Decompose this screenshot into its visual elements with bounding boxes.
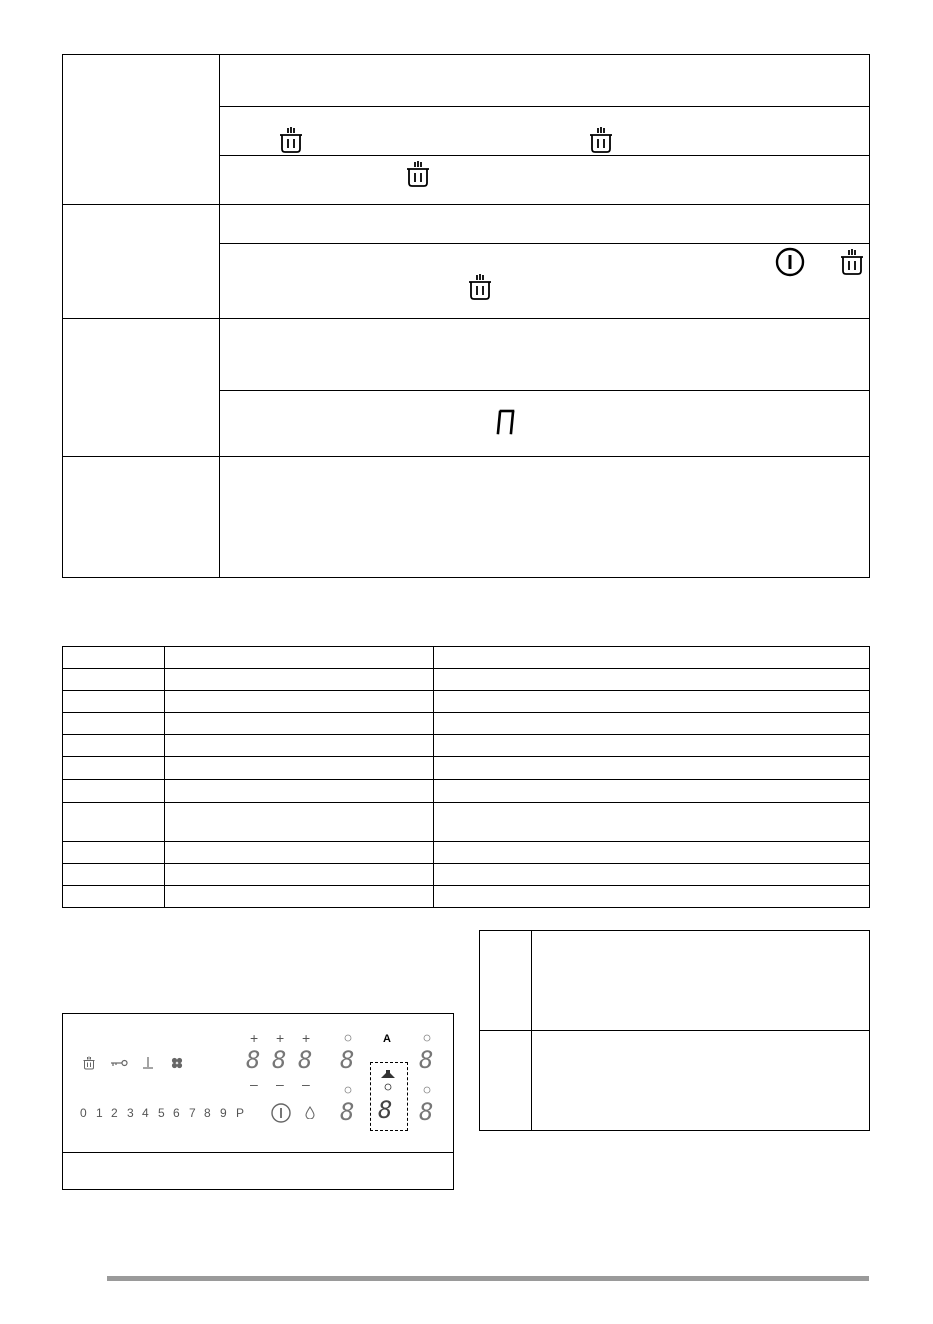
level-5: 5 [158, 1106, 165, 1120]
zone-display-3: 8 [298, 1046, 313, 1074]
hob2hood-display: 8 [378, 1096, 393, 1124]
middle-table-row-separator [62, 712, 870, 713]
power-icon [774, 246, 806, 278]
level-3: 3 [127, 1106, 134, 1120]
middle-table-row-separator [62, 734, 870, 735]
middle-table-row-separator [62, 668, 870, 669]
zone-minus-1: – [250, 1076, 258, 1092]
middle-table-border-left [62, 646, 63, 908]
top-table-row-separator [62, 456, 870, 457]
panel-caption-separator [62, 1152, 454, 1153]
level-0: 0 [80, 1106, 87, 1120]
key-lock-icon [110, 1058, 128, 1068]
middle-table-border-top [62, 646, 870, 647]
pot-icon [404, 160, 432, 188]
drop-icon [305, 1106, 315, 1119]
seven-segment-n-icon [494, 408, 518, 436]
timer-display-1: 8 [340, 1046, 355, 1074]
level-2: 2 [111, 1106, 118, 1120]
timer-display-2: 8 [340, 1098, 355, 1126]
middle-table-border-bottom [62, 907, 870, 908]
level-1: 1 [96, 1106, 103, 1120]
zone-plus-3: + [302, 1030, 311, 1046]
top-table-border-top [62, 54, 870, 55]
middle-table-row-separator [62, 690, 870, 691]
bridge-icon [171, 1057, 183, 1069]
panel-border-left [62, 1013, 63, 1190]
level-8: 8 [204, 1106, 211, 1120]
pot-icon [838, 248, 866, 276]
pot-icon [277, 126, 305, 154]
pot-icon [466, 273, 494, 301]
top-table-subrow-separator [219, 390, 870, 391]
pot-icon [82, 1056, 96, 1070]
middle-table-row-separator [62, 779, 870, 780]
zone-plus-1: + [250, 1030, 259, 1046]
timer-display-4: 8 [419, 1098, 434, 1126]
panel-border-right [453, 1013, 454, 1190]
zone-display-1: 8 [246, 1046, 261, 1074]
hood-icon [380, 1069, 396, 1079]
pot-icon [587, 126, 615, 154]
zone-plus-2: + [276, 1030, 285, 1046]
right-table-row-separator [479, 1030, 870, 1031]
timer-icon [423, 1034, 431, 1042]
top-table-row-separator [62, 204, 870, 205]
auto-label: A [383, 1033, 391, 1045]
middle-table-column-divider [433, 646, 434, 908]
top-table-border-right [869, 54, 870, 578]
top-table-border-left [62, 54, 63, 578]
timer-icon [344, 1034, 352, 1042]
panel-border-top [62, 1013, 454, 1014]
level-4: 4 [142, 1106, 149, 1120]
level-p: P [236, 1106, 245, 1120]
footer-rule [107, 1276, 869, 1281]
middle-table-row-separator [62, 802, 870, 803]
timer-icon [344, 1086, 352, 1094]
right-table-border-top [479, 930, 870, 931]
middle-table-row-separator [62, 885, 870, 886]
timer-display-3: 8 [419, 1046, 434, 1074]
top-table-border-bottom [62, 577, 870, 578]
panel-border-bottom [62, 1189, 454, 1190]
timer-icon [423, 1086, 431, 1094]
timer-icon [384, 1083, 392, 1091]
middle-table-row-separator [62, 863, 870, 864]
right-table-border-bottom [479, 1130, 870, 1131]
zone-display-2: 8 [272, 1046, 287, 1074]
top-table-subrow-separator [219, 106, 870, 107]
power-icon [270, 1102, 292, 1124]
top-table-column-divider [219, 54, 220, 578]
middle-table-border-right [869, 646, 870, 908]
top-table-subrow-separator [219, 155, 870, 156]
middle-table-row-separator [62, 756, 870, 757]
level-7: 7 [189, 1106, 196, 1120]
zone-minus-3: – [302, 1076, 310, 1092]
zone-minus-2: – [276, 1076, 284, 1092]
middle-table-row-separator [62, 841, 870, 842]
top-table-row-separator [62, 318, 870, 319]
top-table-subrow-separator [219, 243, 870, 244]
stop-go-icon [142, 1056, 154, 1069]
level-9: 9 [220, 1106, 227, 1120]
middle-table-column-divider [164, 646, 165, 908]
level-6: 6 [173, 1106, 180, 1120]
